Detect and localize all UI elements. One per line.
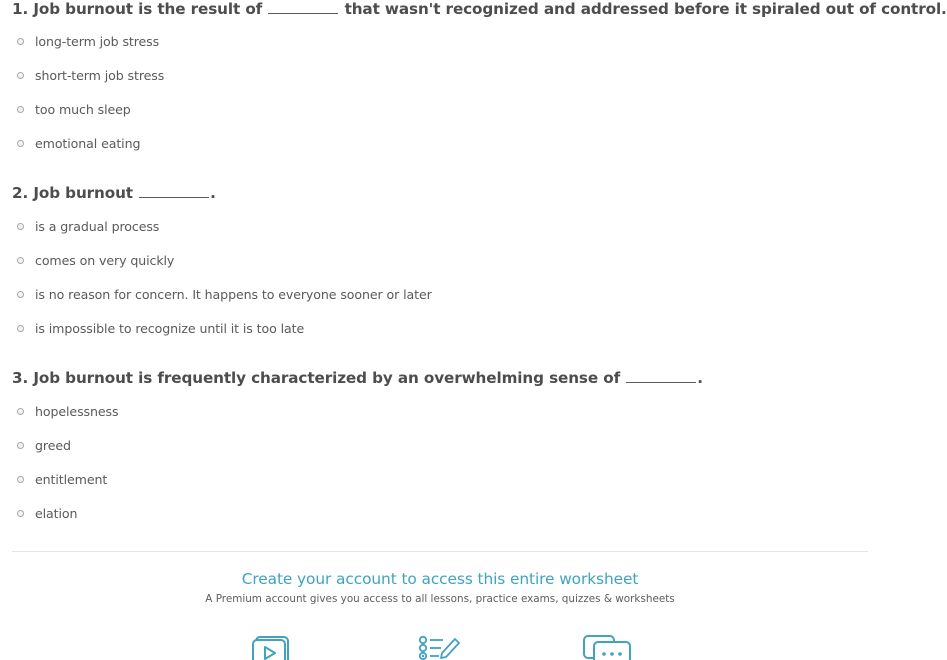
answer-option-label: greed	[35, 437, 71, 453]
answer-option-label: emotional eating	[35, 135, 141, 151]
create-account-link[interactable]: Create your account to access this entire worksheet	[241, 570, 639, 588]
premium-description: A Premium account gives you access to all lessons, practice exams, quizzes & worksheets	[205, 593, 675, 605]
radio-button-icon[interactable]	[17, 106, 24, 113]
radio-button-icon[interactable]	[17, 72, 24, 79]
answer-option-label: is impossible to recognize until it is too late	[35, 320, 305, 336]
answer-blank	[626, 370, 696, 383]
radio-button-icon[interactable]	[17, 223, 24, 230]
answer-option[interactable]	[17, 401, 118, 421]
question-number: 2.	[12, 184, 29, 202]
answer-option[interactable]	[17, 133, 140, 153]
answer-option-label: comes on very quickly	[35, 252, 175, 268]
answer-option[interactable]	[17, 469, 107, 489]
answer-option[interactable]	[17, 99, 131, 119]
radio-button-icon[interactable]	[17, 140, 24, 147]
answer-option-label: hopelessness	[35, 403, 119, 419]
question-text-after: .	[697, 369, 703, 387]
question-text-after: .	[210, 184, 216, 202]
answer-option-label: short-term job stress	[35, 67, 165, 83]
answer-option-label: long-term job stress	[35, 33, 160, 49]
radio-button-icon[interactable]	[17, 325, 24, 332]
answer-option[interactable]	[17, 216, 159, 236]
answer-blank	[268, 1, 338, 14]
question-1	[12, 0, 947, 151]
radio-button-icon[interactable]	[17, 408, 24, 415]
radio-button-icon[interactable]	[17, 442, 24, 449]
section-divider	[12, 551, 868, 552]
question-3-title	[12, 369, 870, 387]
radio-button-icon[interactable]	[17, 257, 24, 264]
answer-blank	[139, 185, 209, 198]
answer-option-label: elation	[35, 505, 78, 521]
radio-button-icon[interactable]	[17, 291, 24, 298]
question-text-after: that wasn't recognized and addressed before it spiraled out of control.	[344, 0, 947, 18]
radio-button-icon[interactable]	[17, 510, 24, 517]
answer-option[interactable]	[17, 318, 304, 338]
chat-bubbles-icon	[582, 634, 634, 660]
question-text-before: Job burnout is frequently characterized by an overwhelming sense of	[33, 369, 621, 387]
question-text-before: Job burnout is the result of	[33, 0, 263, 18]
answer-option[interactable]	[17, 284, 432, 304]
question-3	[12, 369, 870, 521]
question-number: 3.	[12, 369, 29, 387]
video-lesson-icon	[250, 634, 294, 660]
quiz-checklist-icon	[416, 634, 464, 660]
radio-button-icon[interactable]	[17, 476, 24, 483]
answer-option-label: is a gradual process	[35, 218, 160, 234]
answer-option[interactable]	[17, 250, 174, 270]
answer-option-label: entitlement	[35, 471, 108, 487]
answer-option[interactable]	[17, 65, 164, 85]
answer-option-label: too much sleep	[35, 101, 131, 117]
question-text-before: Job burnout	[33, 184, 133, 202]
question-2	[12, 184, 870, 336]
answer-option[interactable]	[17, 31, 159, 51]
question-number: 1.	[12, 0, 29, 18]
question-1-title	[12, 0, 947, 18]
question-2-title	[12, 184, 870, 202]
radio-button-icon[interactable]	[17, 38, 24, 45]
answer-option[interactable]	[17, 435, 71, 455]
answer-option-label: is no reason for concern. It happens to everyone sooner or later	[35, 286, 432, 302]
answer-option[interactable]	[17, 503, 77, 523]
